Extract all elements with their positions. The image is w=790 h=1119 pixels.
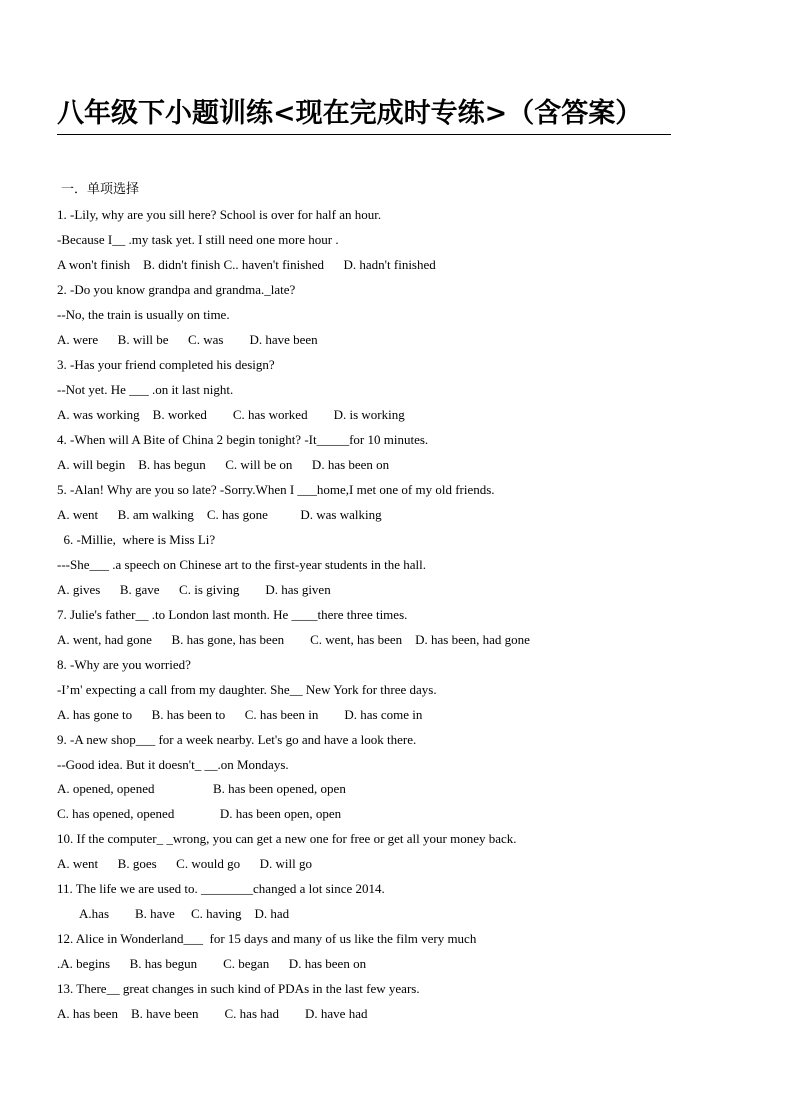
question-line: 7. Julie's father__ .to London last month. He ____there three times. — [57, 607, 408, 622]
question-line: 5. -Alan! Why are you so late? -Sorry.When I ___home,I met one of my old friends. — [57, 482, 495, 497]
question-line: --Good idea. But it doesn't_ __.on Mondays. — [57, 757, 289, 772]
document-title: 八年级下小题训练<现在完成时专练>（含答案） — [57, 98, 643, 129]
question-line: ---She___ .a speech on Chinese art to the first-year students in the hall. — [57, 557, 426, 572]
options-line: A. has gone to B. has been to C. has been in D. has come in — [57, 707, 423, 722]
options-line: A. were B. will be C. was D. have been — [57, 332, 318, 347]
question-line: 2. -Do you know grandpa and grandma._late? — [57, 282, 296, 297]
options-line: A. went, had gone B. has gone, has been C. went, has been D. has been, had gone — [57, 632, 530, 647]
question-line: --Not yet. He ___ .on it last night. — [57, 382, 234, 397]
question-line: -I’m' expecting a call from my daughter. She__ New York for three days. — [57, 682, 437, 697]
question-line: --No, the train is usually on time. — [57, 307, 230, 322]
options-line: A. has been B. have been C. has had D. have had — [57, 1006, 368, 1021]
question-line: 9. -A new shop___ for a week nearby. Let's go and have a look there. — [57, 732, 417, 747]
question-line: 4. -When will A Bite of China 2 begin tonight? -It_____for 10 minutes. — [57, 432, 429, 447]
options-line: .A. begins B. has begun C. began D. has been on — [57, 956, 367, 971]
question-line: 11. The life we are used to. ________changed a lot since 2014. — [57, 881, 385, 896]
question-line: -Because I__ .my task yet. I still need one more hour . — [57, 232, 339, 247]
options-line: A. gives B. gave C. is giving D. has given — [57, 582, 331, 597]
options-line: A. was working B. worked C. has worked D. is working — [57, 407, 405, 422]
question-line: 1. -Lily, why are you sill here? School is over for half an hour. — [57, 207, 382, 222]
question-line: 10. If the computer_ _wrong, you can get a new one for free or get all your money back. — [57, 831, 517, 846]
options-line: C. has opened, opened D. has been open, open — [57, 806, 342, 821]
options-line: A. went B. am walking C. has gone D. was walking — [57, 507, 382, 522]
options-line: A. opened, opened B. has been opened, open — [57, 781, 346, 796]
options-line: A.has B. have C. having D. had — [57, 906, 290, 921]
question-line: 12. Alice in Wonderland___ for 15 days and many of us like the film very much — [57, 931, 477, 946]
options-line: A won't finish B. didn't finish C.. haven't finished D. hadn't finished — [57, 257, 436, 272]
options-line: A. will begin B. has begun C. will be on D. has been on — [57, 457, 390, 472]
options-line: A. went B. goes C. would go D. will go — [57, 856, 312, 871]
question-line: 3. -Has your friend completed his design? — [57, 357, 275, 372]
question-line: 8. -Why are you worried? — [57, 657, 191, 672]
title-underline — [57, 134, 671, 135]
question-line: 13. There__ great changes in such kind of PDAs in the last few years. — [57, 981, 420, 996]
section-heading: 一．单项选择 — [61, 182, 140, 197]
question-line: 6. -Millie, where is Miss Li? — [57, 532, 216, 547]
